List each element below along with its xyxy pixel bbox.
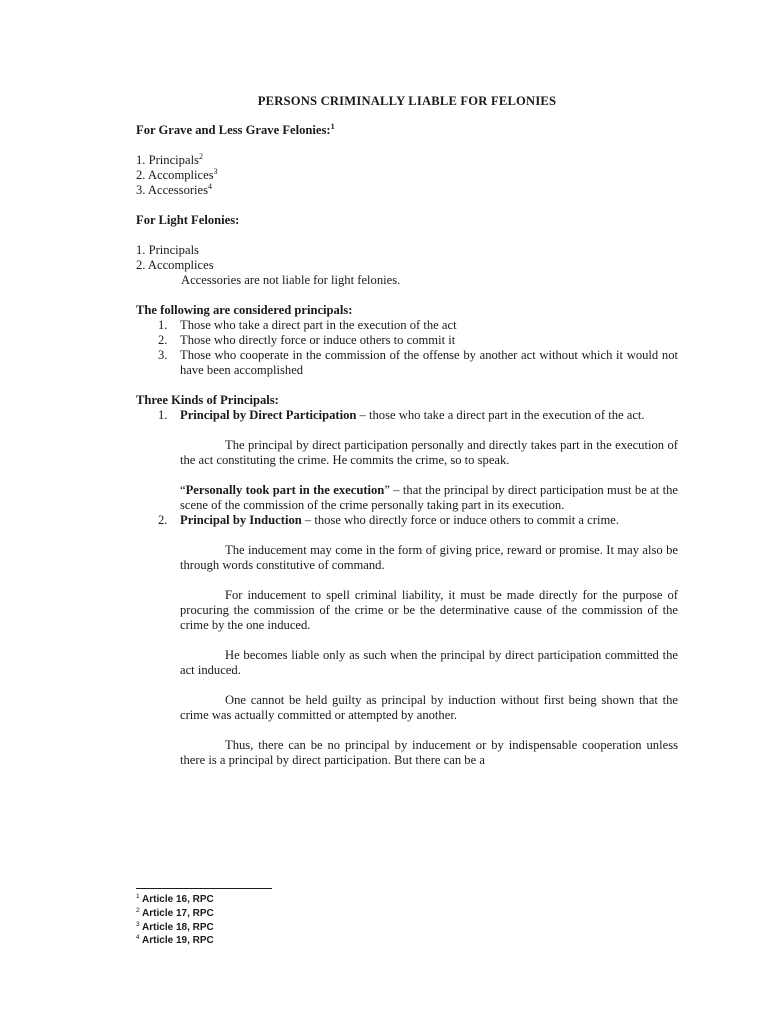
term: Principal by Induction (180, 513, 302, 527)
list-item: 3. Accessories$^4$ (136, 182, 213, 197)
light-felonies-note: Accessories are not liable for light felonies. (181, 273, 401, 287)
footnote: $^3$ Article 18, RPC (136, 920, 214, 933)
footnote: $^4$ Article 19, RPC (136, 934, 214, 947)
footnote: $^1$ Article 16, RPC (136, 893, 214, 905)
kinds-list (136, 408, 678, 423)
paragraph: “Personally took part in the execution” – that the principal by direct participation must be at the scene of the commission of the crime personally taking part in its execution. (180, 483, 678, 512)
list-item: 2. Those who directly force or induce others to commit it (158, 333, 456, 347)
principals-heading: The following are considered principals: (136, 303, 353, 317)
list-item: 1. Principals (136, 243, 199, 257)
light-felonies-heading: For Light Felonies: (136, 213, 240, 227)
paragraph: Thus, there can be no principal by inducement or by indispensable cooperation unless there is a principal by direct participation. But there can be a (180, 738, 678, 767)
kinds-list-continued (136, 513, 678, 528)
list-item-direct-participation: 1. Principal by Direct Participation – those who take a direct part in the execution of the act. (158, 408, 645, 422)
list-item: 1. Those who take a direct part in the execution of the act (158, 318, 457, 332)
paragraph: The principal by direct participation personally and directly takes part in the execution of the act constituting the crime. He commits the crime, so to speak. (180, 438, 678, 467)
grave-felonies-list (136, 153, 678, 198)
footnote-ref: 3 (213, 167, 218, 176)
list-item: 2. Accomplices$^3$ (136, 167, 218, 182)
footnotes (136, 888, 536, 948)
list-item: 1. Principals$^2$ (136, 152, 203, 167)
list-item: 3. Those who cooperate in the commission of the offense by another act without which it would not have been accomplished (158, 348, 678, 377)
paragraph: He becomes liable only as such when the principal by direct participation committed the act induced. (180, 648, 678, 677)
term: Principal by Direct Participation (180, 408, 357, 422)
footnote-ref: 4 (208, 182, 213, 191)
document-title: PERSONS CRIMINALLY LIABLE FOR FELONIES (257, 94, 557, 108)
list-item-induction: 2. Principal by Induction – those who directly force or induce others to commit a crime. (158, 513, 619, 527)
quoted-term: Personally took part in the execution (185, 483, 385, 497)
paragraph: The inducement may come in the form of giving price, reward or promise. It may also be through words constitutive of command. (180, 543, 678, 572)
footnote: $^2$ Article 17, RPC (136, 906, 214, 919)
document-page (136, 94, 678, 768)
paragraph: For inducement to spell criminal liability, it must be made directly for the purpose of procuring the commission of the crime or be the determinative cause of the commission of the crime by the one induced. (180, 588, 678, 632)
light-felonies-list (136, 243, 678, 273)
paragraph: One cannot be held guilty as principal by induction without first being shown that the crime was actually committed or attempted by another. (180, 693, 678, 722)
list-item: 2. Accomplices (136, 258, 214, 272)
principals-list (136, 318, 678, 378)
footnote-ref: 2 (198, 152, 203, 161)
footnote-separator (136, 888, 272, 889)
kinds-heading: Three Kinds of Principals: (136, 393, 279, 407)
grave-felonies-heading: For Grave and Less Grave Felonies:$^1$ (136, 122, 335, 137)
footnote-ref: 1 (330, 122, 335, 131)
